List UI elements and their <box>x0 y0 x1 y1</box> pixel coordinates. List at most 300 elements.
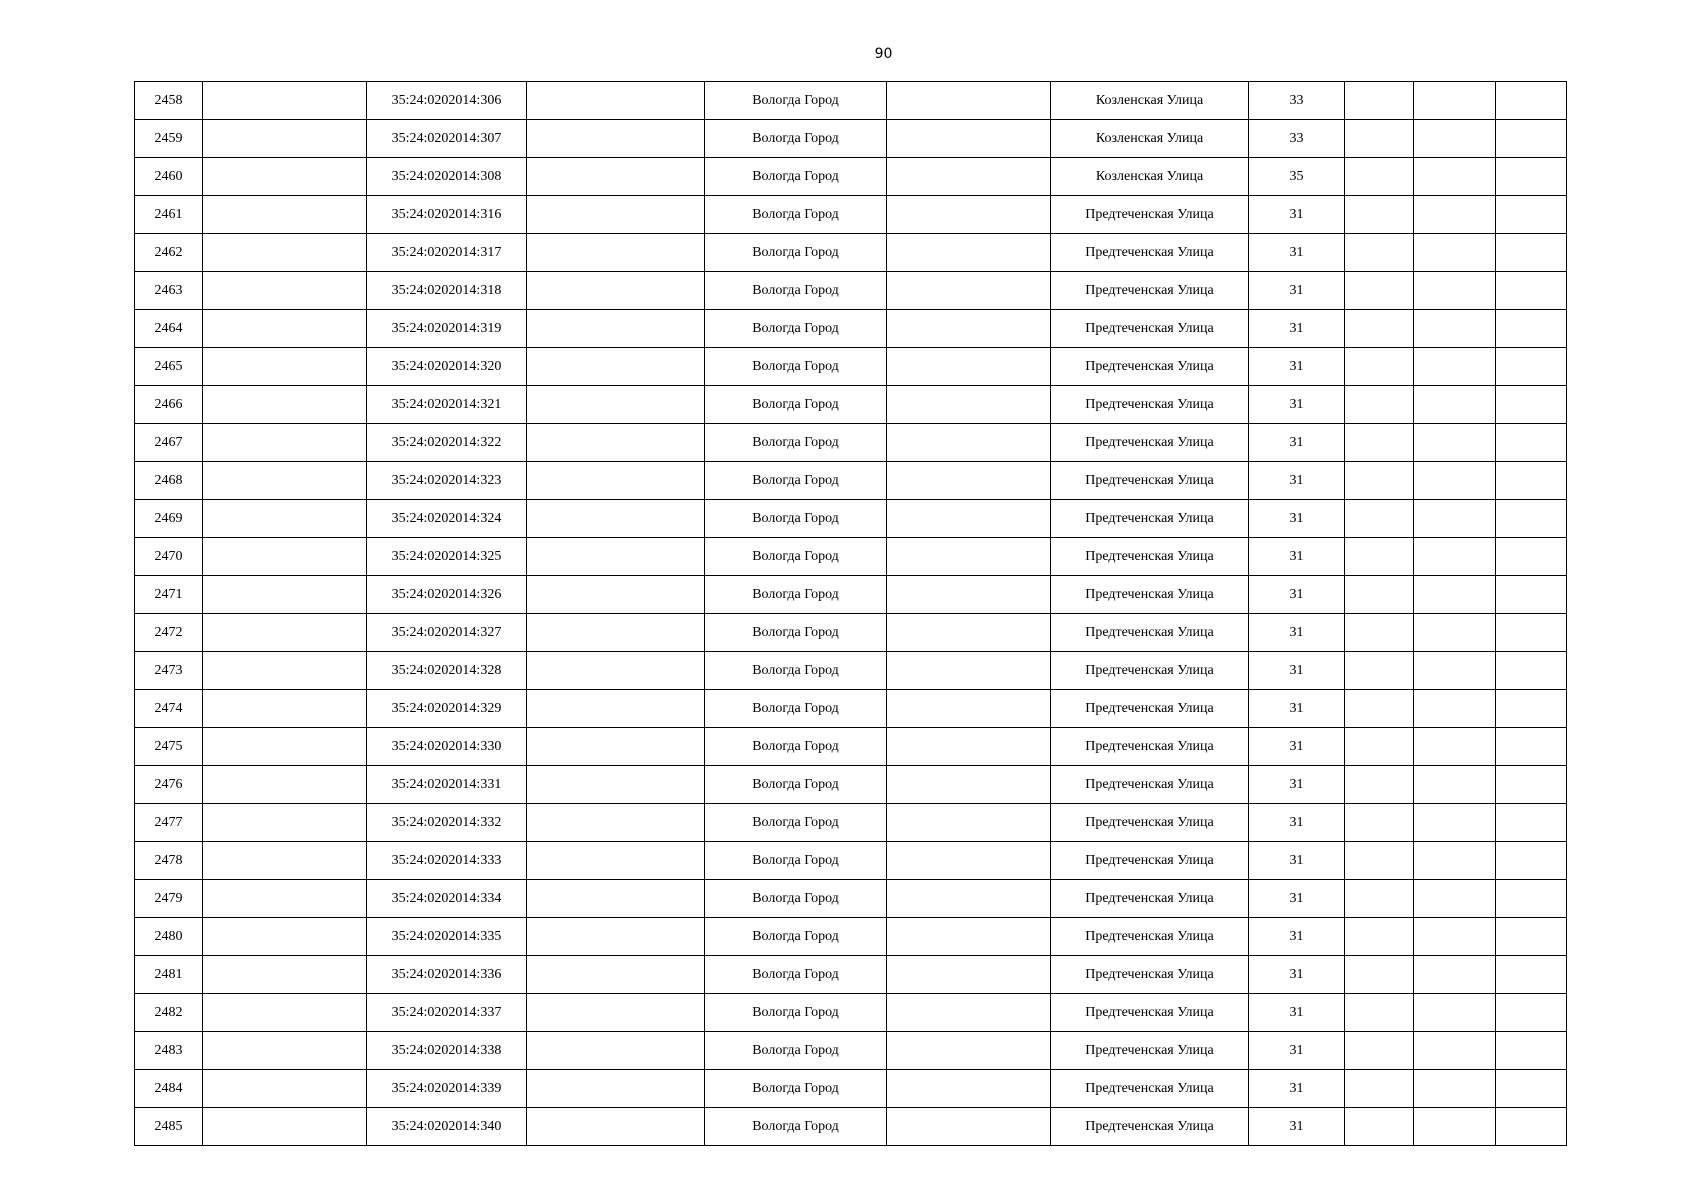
cell-house-number: 31 <box>1249 538 1345 576</box>
cell-street: Предтеченская Улица <box>1051 766 1249 804</box>
cell-street: Предтеченская Улица <box>1051 880 1249 918</box>
table-row <box>135 120 1567 158</box>
cell-row-number: 2466 <box>135 386 203 424</box>
cell-empty-6 <box>1496 1108 1567 1146</box>
cell-empty-1 <box>203 614 367 652</box>
cell-street: Предтеченская Улица <box>1051 538 1249 576</box>
cell-empty-3 <box>887 652 1051 690</box>
table-row <box>135 82 1567 120</box>
cell-house-number: 31 <box>1249 500 1345 538</box>
table-row <box>135 956 1567 994</box>
cell-empty-6 <box>1496 766 1567 804</box>
cell-city: Вологда Город <box>705 158 887 196</box>
cell-empty-2 <box>527 500 705 538</box>
cell-city: Вологда Город <box>705 918 887 956</box>
cell-row-number: 2483 <box>135 1032 203 1070</box>
cell-empty-6 <box>1496 1070 1567 1108</box>
table-row <box>135 348 1567 386</box>
table-row <box>135 462 1567 500</box>
cell-house-number: 31 <box>1249 842 1345 880</box>
cell-empty-4 <box>1345 652 1414 690</box>
cell-cadastral-number: 35:24:0202014:316 <box>367 196 527 234</box>
cell-empty-2 <box>527 386 705 424</box>
cell-empty-1 <box>203 880 367 918</box>
cell-city: Вологда Город <box>705 234 887 272</box>
cell-street: Предтеченская Улица <box>1051 348 1249 386</box>
cell-empty-4 <box>1345 348 1414 386</box>
cell-empty-3 <box>887 576 1051 614</box>
cell-row-number: 2468 <box>135 462 203 500</box>
cell-empty-6 <box>1496 500 1567 538</box>
cell-row-number: 2470 <box>135 538 203 576</box>
table-row <box>135 576 1567 614</box>
cell-empty-3 <box>887 804 1051 842</box>
cell-empty-1 <box>203 918 367 956</box>
cell-empty-6 <box>1496 956 1567 994</box>
cell-house-number: 31 <box>1249 804 1345 842</box>
cell-city: Вологда Город <box>705 728 887 766</box>
cell-house-number: 33 <box>1249 82 1345 120</box>
cell-empty-6 <box>1496 272 1567 310</box>
cell-empty-5 <box>1414 956 1496 994</box>
cell-empty-4 <box>1345 538 1414 576</box>
cell-empty-5 <box>1414 614 1496 652</box>
cell-house-number: 33 <box>1249 120 1345 158</box>
cell-empty-5 <box>1414 918 1496 956</box>
cell-empty-4 <box>1345 196 1414 234</box>
cell-row-number: 2481 <box>135 956 203 994</box>
cell-empty-3 <box>887 462 1051 500</box>
cell-empty-2 <box>527 462 705 500</box>
cell-empty-3 <box>887 1108 1051 1146</box>
cell-street: Предтеченская Улица <box>1051 652 1249 690</box>
cell-empty-6 <box>1496 842 1567 880</box>
cell-house-number: 31 <box>1249 880 1345 918</box>
cell-empty-4 <box>1345 994 1414 1032</box>
cell-empty-6 <box>1496 994 1567 1032</box>
cell-empty-6 <box>1496 424 1567 462</box>
cell-empty-1 <box>203 310 367 348</box>
table-row <box>135 196 1567 234</box>
cell-city: Вологда Город <box>705 576 887 614</box>
cell-empty-2 <box>527 994 705 1032</box>
cell-street: Предтеченская Улица <box>1051 424 1249 462</box>
cell-empty-3 <box>887 690 1051 728</box>
cell-empty-2 <box>527 538 705 576</box>
cell-city: Вологда Город <box>705 804 887 842</box>
cell-street: Предтеченская Улица <box>1051 310 1249 348</box>
cell-empty-3 <box>887 766 1051 804</box>
cell-empty-2 <box>527 956 705 994</box>
cell-cadastral-number: 35:24:0202014:307 <box>367 120 527 158</box>
cell-empty-5 <box>1414 766 1496 804</box>
cell-row-number: 2484 <box>135 1070 203 1108</box>
cell-street: Предтеченская Улица <box>1051 576 1249 614</box>
cell-city: Вологда Город <box>705 956 887 994</box>
cell-cadastral-number: 35:24:0202014:339 <box>367 1070 527 1108</box>
cell-house-number: 31 <box>1249 1070 1345 1108</box>
cell-empty-2 <box>527 234 705 272</box>
cell-empty-3 <box>887 234 1051 272</box>
cell-street: Козленская Улица <box>1051 82 1249 120</box>
cell-empty-6 <box>1496 82 1567 120</box>
cell-empty-4 <box>1345 804 1414 842</box>
cell-empty-5 <box>1414 424 1496 462</box>
cell-empty-6 <box>1496 918 1567 956</box>
cell-city: Вологда Город <box>705 538 887 576</box>
cell-empty-2 <box>527 842 705 880</box>
cell-empty-4 <box>1345 120 1414 158</box>
cell-empty-2 <box>527 880 705 918</box>
cell-house-number: 31 <box>1249 196 1345 234</box>
cell-empty-6 <box>1496 804 1567 842</box>
cell-empty-6 <box>1496 880 1567 918</box>
cell-empty-4 <box>1345 386 1414 424</box>
cell-empty-4 <box>1345 576 1414 614</box>
cell-city: Вологда Город <box>705 348 887 386</box>
cell-house-number: 31 <box>1249 728 1345 766</box>
cell-city: Вологда Город <box>705 652 887 690</box>
cell-empty-5 <box>1414 234 1496 272</box>
table-row <box>135 614 1567 652</box>
cell-cadastral-number: 35:24:0202014:317 <box>367 234 527 272</box>
cell-empty-5 <box>1414 120 1496 158</box>
cell-street: Предтеченская Улица <box>1051 196 1249 234</box>
table-row <box>135 272 1567 310</box>
cell-cadastral-number: 35:24:0202014:333 <box>367 842 527 880</box>
cell-empty-1 <box>203 804 367 842</box>
table-row <box>135 234 1567 272</box>
cell-house-number: 31 <box>1249 1032 1345 1070</box>
cell-empty-5 <box>1414 652 1496 690</box>
cell-city: Вологда Город <box>705 766 887 804</box>
cell-row-number: 2482 <box>135 994 203 1032</box>
cell-empty-3 <box>887 918 1051 956</box>
table-row <box>135 652 1567 690</box>
table-row <box>135 310 1567 348</box>
cell-empty-2 <box>527 1108 705 1146</box>
cell-empty-3 <box>887 880 1051 918</box>
table-body <box>135 82 1567 1146</box>
cell-street: Козленская Улица <box>1051 158 1249 196</box>
cell-street: Предтеченская Улица <box>1051 956 1249 994</box>
cell-empty-6 <box>1496 576 1567 614</box>
cell-row-number: 2467 <box>135 424 203 462</box>
cell-empty-2 <box>527 120 705 158</box>
cell-city: Вологда Город <box>705 994 887 1032</box>
cell-cadastral-number: 35:24:0202014:337 <box>367 994 527 1032</box>
cell-empty-3 <box>887 956 1051 994</box>
cell-cadastral-number: 35:24:0202014:340 <box>367 1108 527 1146</box>
cell-empty-4 <box>1345 766 1414 804</box>
cell-empty-2 <box>527 766 705 804</box>
cell-cadastral-number: 35:24:0202014:323 <box>367 462 527 500</box>
table-row <box>135 880 1567 918</box>
cell-street: Предтеченская Улица <box>1051 462 1249 500</box>
cell-row-number: 2463 <box>135 272 203 310</box>
cell-house-number: 31 <box>1249 614 1345 652</box>
cell-empty-3 <box>887 310 1051 348</box>
cell-empty-4 <box>1345 956 1414 994</box>
cell-cadastral-number: 35:24:0202014:327 <box>367 614 527 652</box>
page-number: 90 <box>874 46 893 62</box>
cell-row-number: 2469 <box>135 500 203 538</box>
cell-empty-5 <box>1414 576 1496 614</box>
cell-empty-4 <box>1345 728 1414 766</box>
cell-empty-1 <box>203 842 367 880</box>
cell-house-number: 31 <box>1249 462 1345 500</box>
cell-empty-1 <box>203 994 367 1032</box>
cell-empty-4 <box>1345 234 1414 272</box>
cell-street: Предтеченская Улица <box>1051 804 1249 842</box>
cell-empty-4 <box>1345 310 1414 348</box>
cell-empty-1 <box>203 728 367 766</box>
cell-empty-2 <box>527 348 705 386</box>
cell-empty-3 <box>887 386 1051 424</box>
cell-empty-4 <box>1345 1032 1414 1070</box>
table-row <box>135 386 1567 424</box>
cell-street: Предтеченская Улица <box>1051 842 1249 880</box>
table-row <box>135 728 1567 766</box>
cell-empty-4 <box>1345 424 1414 462</box>
table-row <box>135 1070 1567 1108</box>
cell-empty-1 <box>203 158 367 196</box>
cell-empty-3 <box>887 1070 1051 1108</box>
cell-empty-6 <box>1496 310 1567 348</box>
cell-empty-3 <box>887 158 1051 196</box>
cell-cadastral-number: 35:24:0202014:334 <box>367 880 527 918</box>
cell-cadastral-number: 35:24:0202014:335 <box>367 918 527 956</box>
cell-empty-5 <box>1414 462 1496 500</box>
table-row <box>135 994 1567 1032</box>
table-row <box>135 538 1567 576</box>
cell-cadastral-number: 35:24:0202014:320 <box>367 348 527 386</box>
cell-cadastral-number: 35:24:0202014:329 <box>367 690 527 728</box>
cell-row-number: 2485 <box>135 1108 203 1146</box>
cell-empty-1 <box>203 576 367 614</box>
cell-empty-5 <box>1414 1070 1496 1108</box>
cell-empty-2 <box>527 272 705 310</box>
cell-street: Предтеченская Улица <box>1051 1070 1249 1108</box>
cell-empty-1 <box>203 82 367 120</box>
cell-row-number: 2480 <box>135 918 203 956</box>
cell-city: Вологда Город <box>705 462 887 500</box>
cell-empty-1 <box>203 652 367 690</box>
cell-row-number: 2464 <box>135 310 203 348</box>
cell-empty-4 <box>1345 614 1414 652</box>
cell-house-number: 31 <box>1249 956 1345 994</box>
cell-house-number: 31 <box>1249 234 1345 272</box>
cell-cadastral-number: 35:24:0202014:338 <box>367 1032 527 1070</box>
cell-cadastral-number: 35:24:0202014:328 <box>367 652 527 690</box>
cell-empty-5 <box>1414 196 1496 234</box>
cell-empty-1 <box>203 1070 367 1108</box>
cell-city: Вологда Город <box>705 842 887 880</box>
cell-empty-6 <box>1496 348 1567 386</box>
cell-empty-5 <box>1414 842 1496 880</box>
cell-empty-4 <box>1345 690 1414 728</box>
cell-empty-6 <box>1496 158 1567 196</box>
cell-empty-5 <box>1414 272 1496 310</box>
register-table <box>134 81 1567 1146</box>
cell-empty-5 <box>1414 804 1496 842</box>
cell-house-number: 31 <box>1249 348 1345 386</box>
cell-empty-3 <box>887 842 1051 880</box>
cell-empty-5 <box>1414 994 1496 1032</box>
cell-empty-2 <box>527 158 705 196</box>
cell-house-number: 31 <box>1249 652 1345 690</box>
table-row <box>135 804 1567 842</box>
cell-empty-1 <box>203 538 367 576</box>
cell-empty-3 <box>887 994 1051 1032</box>
cell-empty-6 <box>1496 234 1567 272</box>
cell-empty-5 <box>1414 158 1496 196</box>
cell-city: Вологда Город <box>705 1070 887 1108</box>
table-row <box>135 158 1567 196</box>
cell-city: Вологда Город <box>705 1032 887 1070</box>
cell-empty-1 <box>203 1032 367 1070</box>
cell-cadastral-number: 35:24:0202014:325 <box>367 538 527 576</box>
cell-house-number: 35 <box>1249 158 1345 196</box>
cell-city: Вологда Город <box>705 424 887 462</box>
cell-empty-1 <box>203 272 367 310</box>
cell-row-number: 2462 <box>135 234 203 272</box>
cell-row-number: 2479 <box>135 880 203 918</box>
cell-empty-1 <box>203 386 367 424</box>
cell-empty-5 <box>1414 500 1496 538</box>
cell-cadastral-number: 35:24:0202014:330 <box>367 728 527 766</box>
cell-row-number: 2459 <box>135 120 203 158</box>
cell-empty-1 <box>203 1108 367 1146</box>
cell-empty-1 <box>203 348 367 386</box>
cell-city: Вологда Город <box>705 272 887 310</box>
cell-city: Вологда Город <box>705 614 887 652</box>
cell-house-number: 31 <box>1249 994 1345 1032</box>
cell-house-number: 31 <box>1249 424 1345 462</box>
cell-house-number: 31 <box>1249 1108 1345 1146</box>
cell-cadastral-number: 35:24:0202014:306 <box>367 82 527 120</box>
cell-street: Предтеченская Улица <box>1051 918 1249 956</box>
cell-empty-3 <box>887 728 1051 766</box>
cell-house-number: 31 <box>1249 576 1345 614</box>
cell-empty-3 <box>887 424 1051 462</box>
cell-row-number: 2460 <box>135 158 203 196</box>
cell-empty-3 <box>887 272 1051 310</box>
cell-empty-6 <box>1496 196 1567 234</box>
cell-city: Вологда Город <box>705 880 887 918</box>
cell-empty-1 <box>203 956 367 994</box>
cell-house-number: 31 <box>1249 766 1345 804</box>
cell-cadastral-number: 35:24:0202014:324 <box>367 500 527 538</box>
cell-row-number: 2478 <box>135 842 203 880</box>
cell-house-number: 31 <box>1249 272 1345 310</box>
cell-city: Вологда Город <box>705 196 887 234</box>
cell-empty-6 <box>1496 120 1567 158</box>
cell-empty-4 <box>1345 158 1414 196</box>
cell-empty-5 <box>1414 690 1496 728</box>
cell-street: Предтеченская Улица <box>1051 272 1249 310</box>
cell-empty-3 <box>887 538 1051 576</box>
cell-empty-2 <box>527 804 705 842</box>
cell-city: Вологда Город <box>705 386 887 424</box>
cell-house-number: 31 <box>1249 918 1345 956</box>
cell-row-number: 2472 <box>135 614 203 652</box>
cell-city: Вологда Город <box>705 310 887 348</box>
table-row <box>135 424 1567 462</box>
cell-street: Предтеченская Улица <box>1051 1032 1249 1070</box>
cell-empty-5 <box>1414 1032 1496 1070</box>
cell-street: Предтеченская Улица <box>1051 728 1249 766</box>
cell-empty-4 <box>1345 918 1414 956</box>
cell-empty-4 <box>1345 1108 1414 1146</box>
table-row <box>135 1108 1567 1146</box>
cell-street: Козленская Улица <box>1051 120 1249 158</box>
cell-empty-4 <box>1345 82 1414 120</box>
cell-empty-4 <box>1345 500 1414 538</box>
cell-row-number: 2465 <box>135 348 203 386</box>
cell-cadastral-number: 35:24:0202014:326 <box>367 576 527 614</box>
cell-empty-3 <box>887 1032 1051 1070</box>
cell-empty-2 <box>527 728 705 766</box>
cell-empty-6 <box>1496 652 1567 690</box>
cell-house-number: 31 <box>1249 690 1345 728</box>
cell-row-number: 2473 <box>135 652 203 690</box>
cell-cadastral-number: 35:24:0202014:308 <box>367 158 527 196</box>
cell-house-number: 31 <box>1249 386 1345 424</box>
cell-street: Предтеченская Улица <box>1051 994 1249 1032</box>
cell-empty-1 <box>203 500 367 538</box>
cell-empty-1 <box>203 196 367 234</box>
cell-empty-2 <box>527 82 705 120</box>
table-row <box>135 918 1567 956</box>
cell-empty-2 <box>527 576 705 614</box>
cell-empty-6 <box>1496 538 1567 576</box>
table-row <box>135 842 1567 880</box>
cell-empty-5 <box>1414 386 1496 424</box>
cell-empty-1 <box>203 766 367 804</box>
cell-empty-3 <box>887 196 1051 234</box>
cell-row-number: 2477 <box>135 804 203 842</box>
cell-empty-5 <box>1414 728 1496 766</box>
cell-row-number: 2461 <box>135 196 203 234</box>
cell-empty-4 <box>1345 272 1414 310</box>
cell-cadastral-number: 35:24:0202014:319 <box>367 310 527 348</box>
cell-street: Предтеченская Улица <box>1051 386 1249 424</box>
cell-empty-5 <box>1414 348 1496 386</box>
cell-empty-3 <box>887 500 1051 538</box>
cell-cadastral-number: 35:24:0202014:332 <box>367 804 527 842</box>
cell-city: Вологда Город <box>705 500 887 538</box>
cell-row-number: 2475 <box>135 728 203 766</box>
cell-cadastral-number: 35:24:0202014:336 <box>367 956 527 994</box>
cell-house-number: 31 <box>1249 310 1345 348</box>
cell-empty-1 <box>203 424 367 462</box>
cell-cadastral-number: 35:24:0202014:331 <box>367 766 527 804</box>
table-row <box>135 690 1567 728</box>
cell-empty-2 <box>527 1032 705 1070</box>
cell-row-number: 2476 <box>135 766 203 804</box>
cell-city: Вологда Город <box>705 690 887 728</box>
cell-empty-5 <box>1414 310 1496 348</box>
cell-empty-2 <box>527 424 705 462</box>
cell-empty-4 <box>1345 1070 1414 1108</box>
cell-row-number: 2458 <box>135 82 203 120</box>
cell-empty-1 <box>203 462 367 500</box>
cell-empty-6 <box>1496 462 1567 500</box>
cell-cadastral-number: 35:24:0202014:321 <box>367 386 527 424</box>
cell-row-number: 2471 <box>135 576 203 614</box>
cell-empty-1 <box>203 234 367 272</box>
